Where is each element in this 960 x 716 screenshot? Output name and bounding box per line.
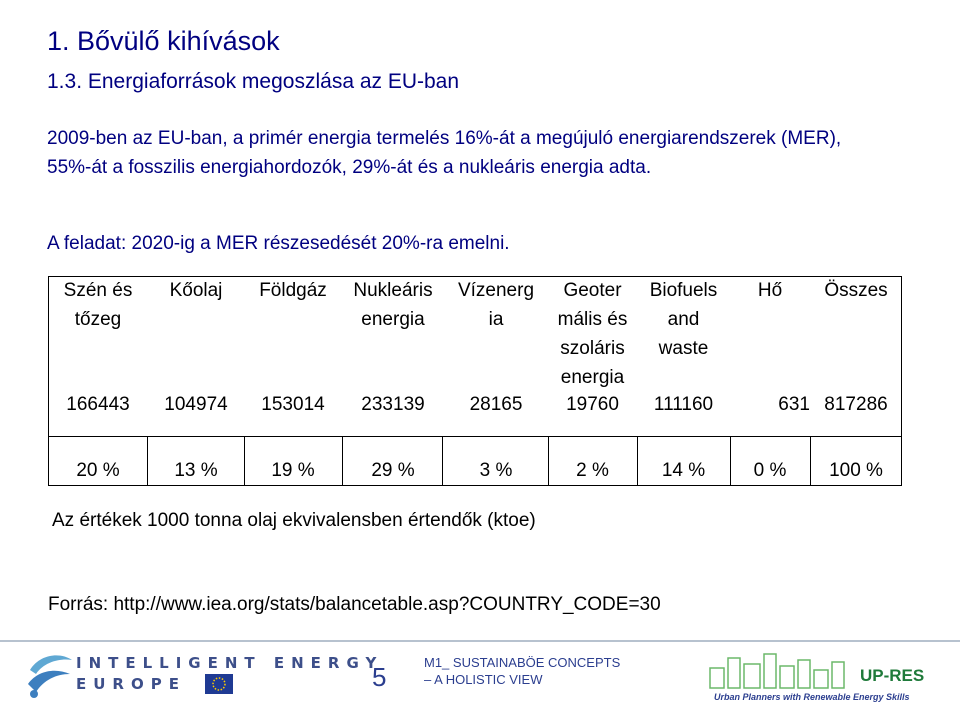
header-total: Összes	[824, 280, 888, 301]
page-number: 5	[372, 662, 387, 692]
value-geothermal: 19760	[566, 394, 619, 415]
task-text: A feladat: 2020-ig a MER részesedését 20%-ra emelni.	[47, 233, 510, 254]
up-res-logo-subtitle: Urban Planners with Renewable Energy Skills	[714, 692, 910, 702]
footer-divider	[0, 640, 960, 642]
ie-swirl-icon	[26, 650, 74, 700]
percent-nuclear: 29 %	[371, 460, 415, 481]
header-nuclear: Nukleáris energia	[353, 280, 433, 330]
value-gas: 153014	[261, 394, 325, 415]
value-biofuels: 111160	[653, 394, 714, 415]
percent-total: 100 %	[829, 460, 883, 481]
ie-logo-line1: INTELLIGENT ENERGY	[76, 654, 384, 672]
header-hydro: Vízenerg ia	[457, 280, 535, 330]
slide-subtitle: 1.3. Energiaforrások megoszlása az EU-ban	[47, 70, 460, 93]
city-skyline-icon	[706, 650, 856, 690]
percent-coal: 20 %	[76, 460, 120, 481]
value-oil: 104974	[164, 394, 228, 415]
header-biofuels: Biofuels and waste	[649, 280, 718, 359]
value-nuclear: 233139	[361, 394, 425, 415]
energy-table	[48, 276, 902, 486]
ie-logo-line2: EUROPE	[76, 675, 186, 693]
header-coal: Szén és tőzeg	[63, 280, 133, 330]
header-oil: Kőolaj	[169, 280, 223, 301]
unit-note: Az értékek 1000 tonna olaj ekvivalensben értendők (ktoe)	[52, 510, 536, 531]
header-gas: Földgáz	[259, 280, 327, 301]
course-title-line1: M1_ SUSTAINABÖE CONCEPTS	[424, 655, 621, 670]
percent-oil: 13 %	[174, 460, 218, 481]
percent-gas: 19 %	[271, 460, 315, 481]
source-link[interactable]: Forrás: http://www.iea.org/stats/balancetable.asp?COUNTRY_CODE=30	[48, 594, 661, 615]
course-title-line2: – A HOLISTIC VIEW	[424, 672, 543, 687]
header-geothermal: Geoter mális és szoláris energia	[557, 280, 628, 388]
percent-heat: 0 %	[753, 460, 787, 481]
percent-hydro: 3 %	[479, 460, 513, 481]
slide-title: 1. Bővülő kihívások	[47, 26, 280, 56]
intro-paragraph: 2009-ben az EU-ban, a primér energia termelés 16%-át a megújuló energiarendszerek (MER), 55%-át a fosszilis energiahordozók, 29%-át és a nukleáris energia adta.	[47, 128, 842, 178]
eu-flag-icon	[205, 674, 233, 694]
course-title	[424, 654, 620, 688]
value-coal: 166443	[66, 394, 130, 415]
percent-geothermal: 2 %	[576, 460, 609, 481]
value-hydro: 28165	[469, 394, 523, 415]
value-total: 817286	[824, 394, 888, 415]
header-heat: Hő	[757, 280, 783, 301]
up-res-logo-text: UP-RES	[860, 666, 925, 685]
value-heat: 631	[778, 394, 810, 415]
percent-biofuels: 14 %	[661, 460, 706, 481]
